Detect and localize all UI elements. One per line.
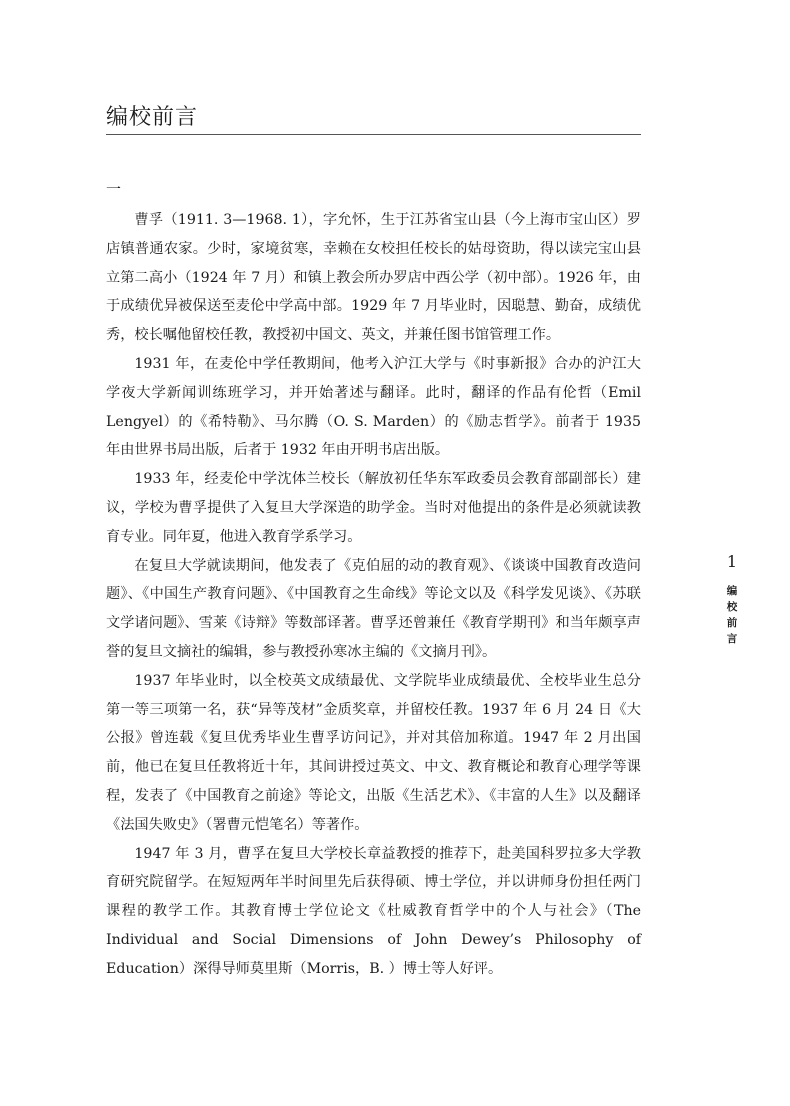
running-section-label: 编校前言 xyxy=(726,585,738,645)
paragraph: 在复旦大学就读期间，他发表了《克伯屈的动的教育观》、《谈谈中国教育改造问题》、《中国生产教育问题》、《中国教育之生命线》等论文以及《科学发见谈》、《苏联文学诸问题》、雪莱《诗辩》等数部译著。曹孚还曾兼任《教育学期刊》和当年颇享声誉的复旦文摘社的编辑，参与教授孙寒冰主编的《文摘月刊》。 xyxy=(106,557,641,660)
title-divider xyxy=(106,134,641,135)
section-number: 一 xyxy=(106,180,122,198)
page-number: 1 xyxy=(726,552,738,571)
body-text xyxy=(106,206,641,984)
paragraph: 1933 年，经麦伦中学沈体兰校长（解放初任华东军政委员会教育部副部长）建议，学校为曹孚提供了入复旦大学深造的助学金。当时对他提出的条件是必须就读教育专业。同年夏，他进入教育学系学习。 xyxy=(106,471,641,545)
page-folio xyxy=(722,553,742,647)
paragraph: 曹孚（1911. 3—1968. 1），字允怀，生于江苏省宝山县（今上海市宝山区）罗店镇普通农家。少时，家境贫寒，幸赖在女校担任校长的姑母资助，得以读完宝山县立第二高小（1924 年 7 月）和镇上教会所办罗店中西公学（初中部）。1926 年，由于成绩优异被保送至麦伦中学高中部。1929 年 7 月毕业时，因聪慧、勤奋，成绩优秀，校长嘱他留校任教，教授初中国文、英文，并兼任图书馆管理工作。 xyxy=(106,212,641,344)
page-title: 编校前言 xyxy=(106,105,199,130)
paragraph: 1937 年毕业时，以全校英文成绩最优、文学院毕业成绩最优、全校毕业生总分第一等三项第一名，获“异等茂材”金质奖章，并留校任教。1937 年 6 月 24 日《大公报》曾连载《复旦优秀毕业生曹孚访问记》，并对其倍加称道。1947 年 2 月出国前，他已在复旦任教将近十年，其间讲授过英文、中文、教育概论和教育心理学等课程，发表了《中国教育之前途》等论文，出版《生活艺术》、《丰富的人生》以及翻译《法国失败史》（署曹元恺笔名）等著作。 xyxy=(106,672,641,833)
paragraph: 1947 年 3 月，曹孚在复旦大学校长章益教授的推荐下，赴美国科罗拉多大学教育研究院留学。在短短两年半时间里先后获得硕、博士学位，并以讲师身份担任两门课程的教学工作。其教育博士学位论文《杜威教育哲学中的个人与社会》（The Individual and Social Dimensions of John Dewey’s Philosophy of Education）深得导师莫里斯（Morris，B. ）博士等人好评。 xyxy=(106,845,641,977)
paragraph: 1931 年，在麦伦中学任教期间，他考入沪江大学与《时事新报》合办的沪江大学夜大学新闻训练班学习，并开始著述与翻译。此时，翻译的作品有伦哲（Emil Lengyel）的《希特勒》、马尔腾（O. S. Marden）的《励志哲学》。前者于 1935 年由世界书局出版，后者于 1932 年由开明书店出版。 xyxy=(106,355,641,459)
